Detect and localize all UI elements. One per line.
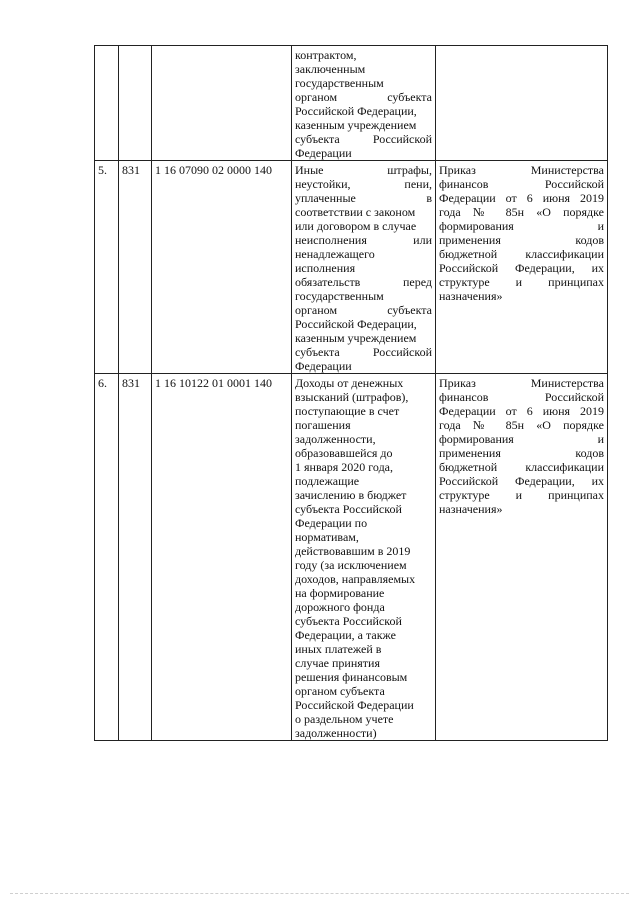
text-line: или договором в случае xyxy=(295,219,417,233)
row-number-cell: 5. xyxy=(95,161,119,374)
text-line: Федерации, а также xyxy=(295,628,397,642)
text-line: 1 января 2020 года, xyxy=(295,460,394,474)
text-line: государственным xyxy=(295,76,384,90)
text-line: заключенным xyxy=(295,62,366,76)
text-line: Приказ Министерства xyxy=(439,376,604,390)
text-line: Федерации по xyxy=(295,516,368,530)
text-line: действовавшим в 2019 xyxy=(295,544,411,558)
text-line: финансов Российской xyxy=(439,390,604,404)
budget-classification-code-cell: 1 16 07090 02 0000 140 xyxy=(152,161,292,374)
table-row xyxy=(95,161,608,374)
text-line: доходов, направляемых xyxy=(295,572,416,586)
text-line: субъекта Российской xyxy=(295,345,432,359)
administrator-code-cell: 831 xyxy=(119,161,152,374)
text-line: о раздельном учете xyxy=(295,712,394,726)
text-line: органом субъекта xyxy=(295,303,432,317)
text-line: государственным xyxy=(295,289,384,303)
text-line: применения кодов xyxy=(439,446,604,460)
text-line: Федерации xyxy=(295,359,352,373)
text-line: Российской Федерации, их xyxy=(439,474,604,488)
text-line: году (за исключением xyxy=(295,558,407,572)
text-line: субъекта Российской xyxy=(295,132,432,146)
text-line: органом субъекта xyxy=(295,684,385,698)
text-line: субъекта Российской xyxy=(295,502,402,516)
text-line: Федерации от 6 июня 2019 xyxy=(439,191,604,205)
text-line: ненадлежащего xyxy=(295,247,375,261)
text-line: нормативам, xyxy=(295,530,359,544)
text-line: соответствии с законом xyxy=(295,205,416,219)
revenue-name-cell xyxy=(292,374,436,741)
text-line: финансов Российской xyxy=(439,177,604,191)
text-line: казенным учреждением xyxy=(295,331,417,345)
text-line: случае принятия xyxy=(295,656,380,670)
legal-basis-cell xyxy=(436,161,608,374)
administrator-code-cell: 831 xyxy=(119,374,152,741)
text-line: назначения» xyxy=(439,502,503,516)
text-line: обязательств перед xyxy=(295,275,432,289)
text-line: субъекта Российской xyxy=(295,614,402,628)
text-line: взысканий (штрафов), xyxy=(295,390,409,404)
text-line: задолженности, xyxy=(295,432,376,446)
text-line: Федерации от 6 июня 2019 xyxy=(439,404,604,418)
text-line: формирования и xyxy=(439,432,604,446)
row-number-cell: 6. xyxy=(95,374,119,741)
text-line: иных платежей в xyxy=(295,642,382,656)
text-line: поступающие в счет xyxy=(295,404,400,418)
revenue-name-cell xyxy=(292,46,436,161)
text-line: зачислению в бюджет xyxy=(295,488,407,502)
table-body xyxy=(95,46,608,741)
text-line: Российской Федерации, xyxy=(295,104,417,118)
scan-footer-rule xyxy=(10,893,629,894)
text-line: задолженности) xyxy=(295,726,377,740)
text-line: погашения xyxy=(295,418,351,432)
text-line: неисполнения или xyxy=(295,233,432,247)
text-line: Иные штрафы, xyxy=(295,163,432,177)
text-line: года № 85н «О порядке xyxy=(439,205,604,219)
legal-basis-cell xyxy=(436,374,608,741)
text-line: бюджетной классификации xyxy=(439,460,604,474)
text-line: назначения» xyxy=(439,289,503,303)
revenue-name-cell xyxy=(292,161,436,374)
text-line: бюджетной классификации xyxy=(439,247,604,261)
text-line: формирования и xyxy=(439,219,604,233)
text-line: структуре и принципах xyxy=(439,488,604,502)
budget-classification-code-cell xyxy=(152,46,292,161)
text-line: Приказ Министерства xyxy=(439,163,604,177)
budget-classification-code-cell: 1 16 10122 01 0001 140 xyxy=(152,374,292,741)
text-line: Федерации xyxy=(295,146,352,160)
text-line: подлежащие xyxy=(295,474,360,488)
text-line: органом субъекта xyxy=(295,90,432,104)
text-line: Российской Федерации xyxy=(295,698,414,712)
text-line: применения кодов xyxy=(439,233,604,247)
text-line: исполнения xyxy=(295,261,356,275)
row-number-cell xyxy=(95,46,119,161)
text-line: казенным учреждением xyxy=(295,118,417,132)
text-line: года № 85н «О порядке xyxy=(439,418,604,432)
text-line: Российской Федерации, их xyxy=(439,261,604,275)
administrator-code-cell xyxy=(119,46,152,161)
text-line: образовавшейся до xyxy=(295,446,393,460)
text-line: контрактом, xyxy=(295,48,357,62)
legal-basis-cell xyxy=(436,46,608,161)
text-line: на формирование xyxy=(295,586,385,600)
text-line: структуре и принципах xyxy=(439,275,604,289)
text-line: Российской Федерации, xyxy=(295,317,417,331)
revenue-codes-table xyxy=(94,45,608,741)
text-line: уплаченные в xyxy=(295,191,432,205)
table-row xyxy=(95,374,608,741)
text-line: дорожного фонда xyxy=(295,600,385,614)
text-line: решения финансовым xyxy=(295,670,408,684)
table-row xyxy=(95,46,608,161)
text-line: Доходы от денежных xyxy=(295,376,404,390)
text-line: неустойки, пени, xyxy=(295,177,432,191)
